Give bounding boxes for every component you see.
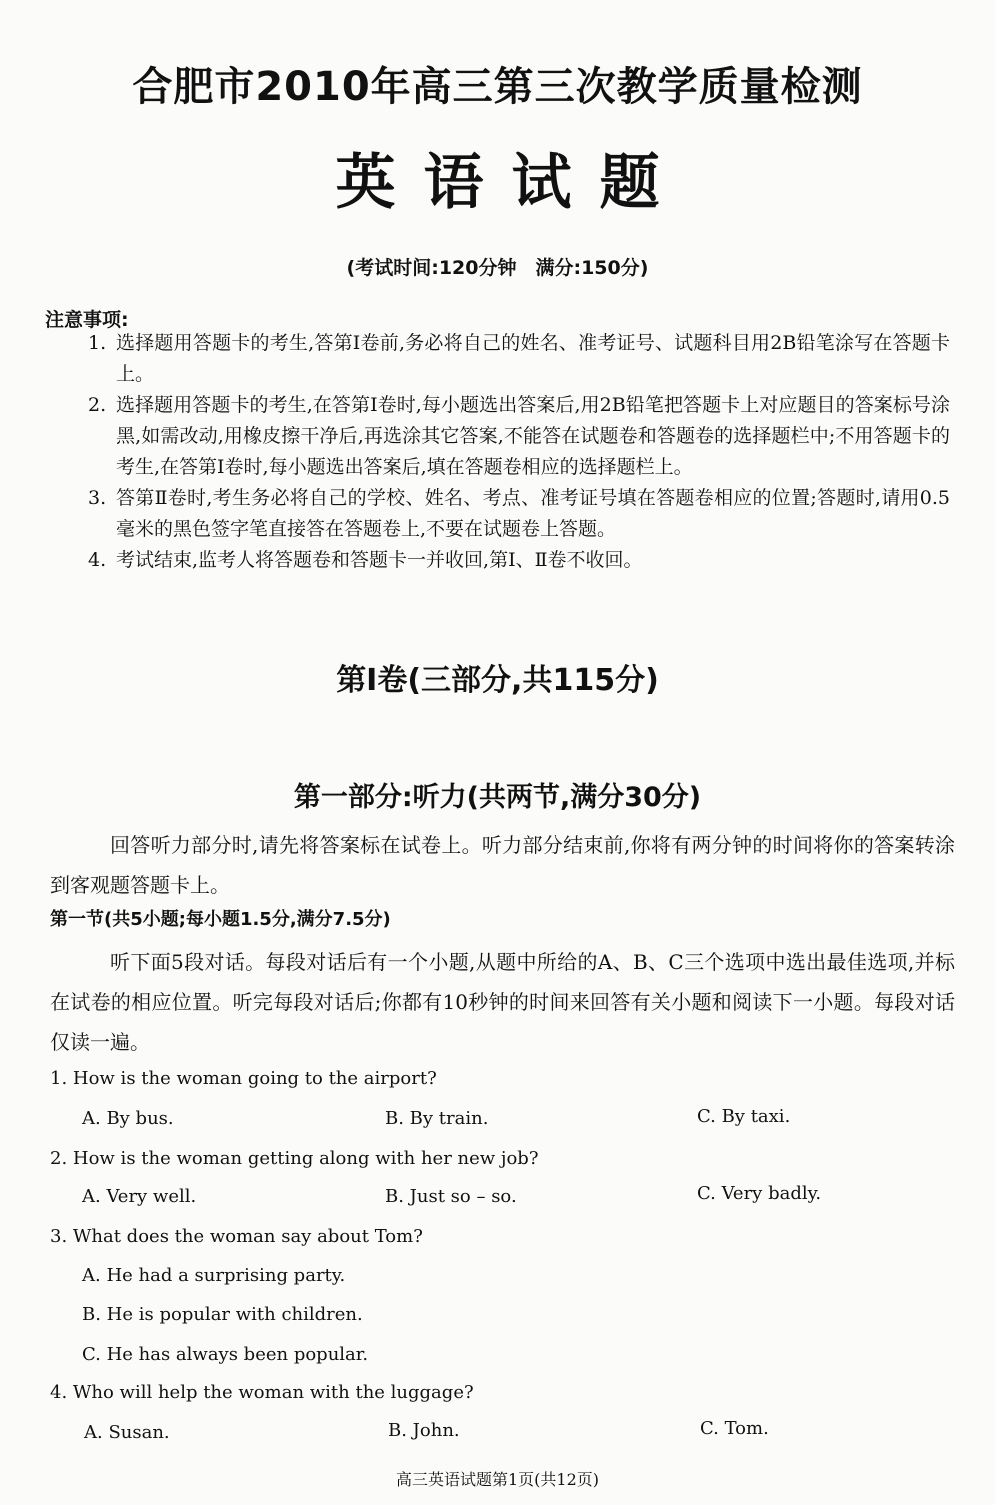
notice-item xyxy=(88,390,950,483)
exam-title: 合肥市2010年高三第三次教学质量检测 xyxy=(132,64,863,110)
volume-heading: 第Ⅰ卷(三部分,共115分) xyxy=(336,663,659,698)
notice-item xyxy=(88,545,950,576)
section-instructions: 听下面5段对话。每段对话后有一个小题,从题中所给的A、B、C三个选项中选出最佳选项,并标在试卷的相应位置。听完每段对话后;你都有10秒钟的时间来回答有关小题和阅读下一小题。每段对话仅读一遍。 xyxy=(50,950,955,1054)
exam-time-score-info: (考试时间:120分钟 满分:150分) xyxy=(346,257,649,279)
question-text: 3. What does the woman say about Tom? xyxy=(50,1226,423,1247)
page-footer: 高三英语试题第1页(共12页) xyxy=(395,1470,600,1489)
notice-heading: 注意事项: xyxy=(45,309,129,331)
option-c: C. Tom. xyxy=(700,1418,769,1439)
option-b: B. John. xyxy=(388,1420,460,1441)
notice-list xyxy=(88,328,950,576)
option-c: C. He has always been popular. xyxy=(82,1344,369,1365)
option-a: A. Susan. xyxy=(84,1422,170,1443)
exam-subject-title: 英语试题 xyxy=(335,148,688,218)
option-b: B. Just so – so. xyxy=(385,1186,517,1207)
option-a: A. Very well. xyxy=(82,1186,197,1207)
notice-item-text: 考试结束,监考人将答题卷和答题卡一并收回,第Ⅰ、Ⅱ卷不收回。 xyxy=(116,549,643,571)
listening-intro-paragraph: 回答听力部分时,请先将答案标在试卷上。听力部分结束前,你将有两分钟的时间将你的答案转涂到客观题答题卡上。 xyxy=(50,833,955,897)
notice-item-number: 2. xyxy=(88,394,107,416)
notice-item-number: 4. xyxy=(88,549,107,571)
notice-item-number: 3. xyxy=(88,487,107,509)
option-a: A. By bus. xyxy=(82,1108,174,1129)
option-b: B. He is popular with children. xyxy=(82,1304,363,1325)
notice-item-text: 答第Ⅱ卷时,考生务必将自己的学校、姓名、考点、准考证号填在答题卷相应的位置;答题时,请用0.5毫米的黑色签字笔直接答在答题卷上,不要在试题卷上答题。 xyxy=(116,487,950,540)
option-c: C. By taxi. xyxy=(697,1106,791,1127)
notice-item-number: 1. xyxy=(88,332,107,354)
notice-item-text: 选择题用答题卡的考生,在答第Ⅰ卷时,每小题选出答案后,用2B铅笔把答题卡上对应题目的答案标号涂黑,如需改动,用橡皮擦干净后,再选涂其它答案,不能答在试题卷和答题卷的选择题栏中;不用答题卡的考生,在答第Ⅰ卷时,每小题选出答案后,填在答题卷相应的选择题栏上。 xyxy=(116,394,950,478)
notice-item-text: 选择题用答题卡的考生,答第Ⅰ卷前,务必将自己的姓名、准考证号、试题科目用2B铅笔涂写在答题卡上。 xyxy=(116,332,950,385)
option-c: C. Very badly. xyxy=(697,1183,822,1204)
option-b: B. By train. xyxy=(385,1108,489,1129)
section-heading: 第一节(共5小题;每小题1.5分,满分7.5分) xyxy=(50,909,391,930)
question-text: 4. Who will help the woman with the luggage? xyxy=(50,1382,474,1403)
question-text: 2. How is the woman getting along with her new job? xyxy=(50,1148,539,1169)
notice-item xyxy=(88,328,950,390)
notice-item xyxy=(88,483,950,545)
part-heading: 第一部分:听力(共两节,满分30分) xyxy=(293,782,702,813)
option-a: A. He had a surprising party. xyxy=(82,1265,346,1286)
question-text: 1. How is the woman going to the airport? xyxy=(50,1068,437,1089)
